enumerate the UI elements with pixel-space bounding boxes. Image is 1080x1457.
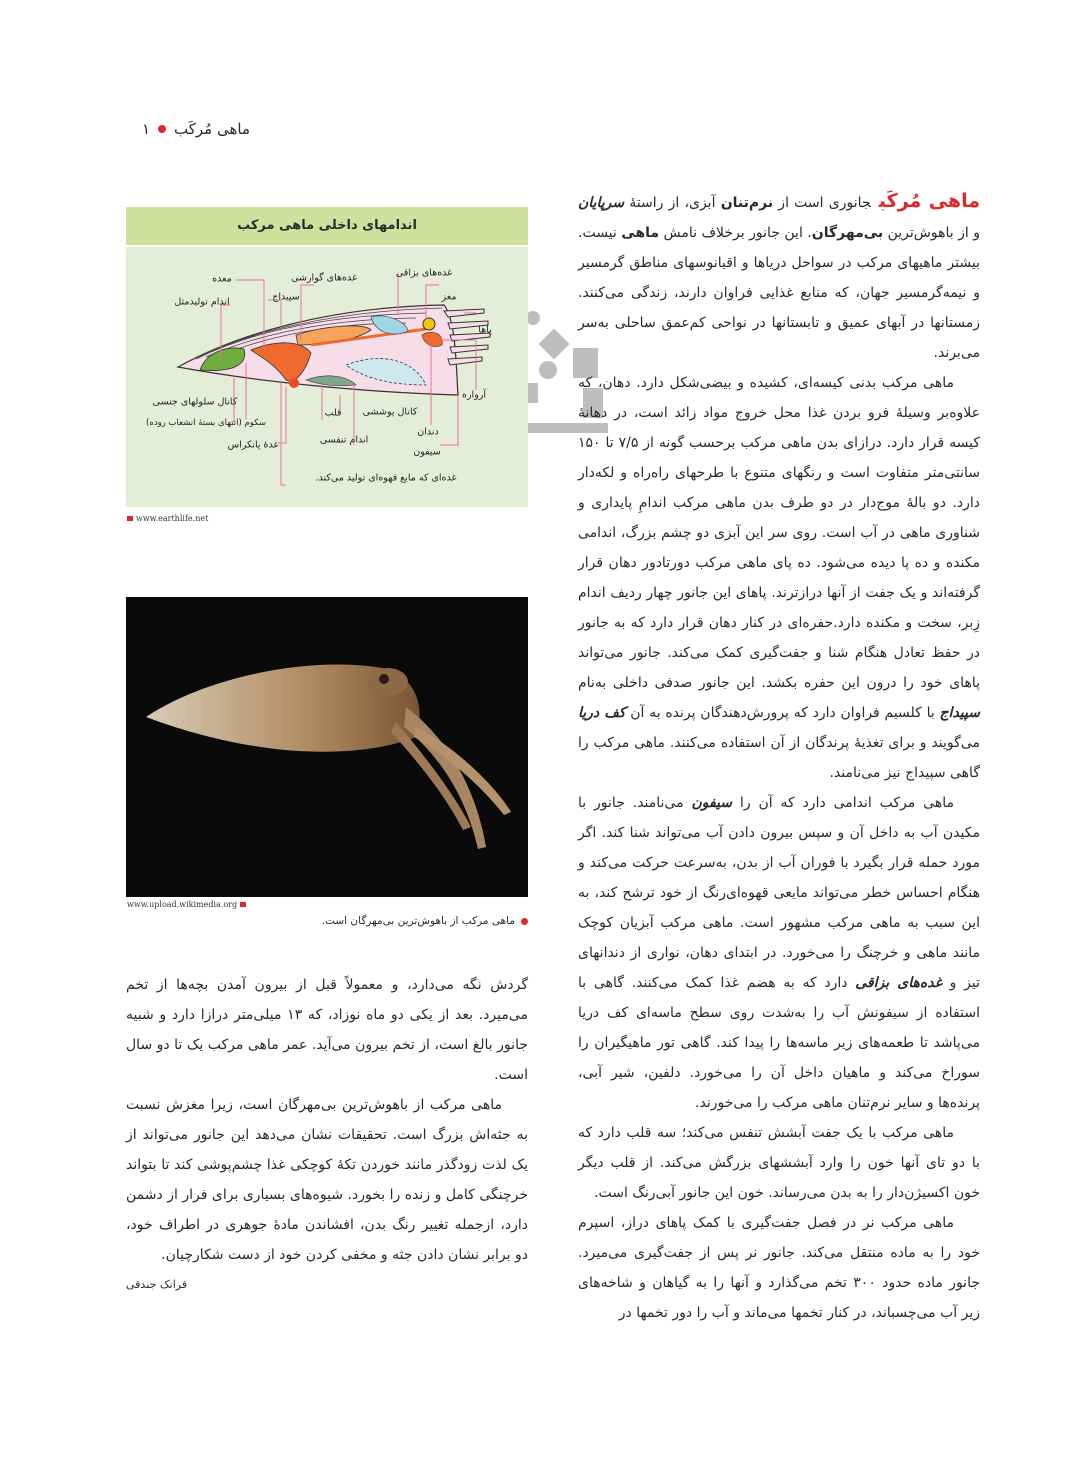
paragraph — [578, 368, 980, 788]
label-heart: قلب — [324, 407, 342, 419]
label-reproductive-organ: اندام تولیدمثل — [174, 296, 230, 308]
label-cuttlebone: سپیداج — [272, 291, 300, 303]
diagram-credit — [127, 514, 208, 523]
cuttlefish-photo — [126, 597, 528, 897]
credit-marker-icon — [240, 902, 246, 907]
label-tooth: دندان — [417, 426, 439, 438]
text-run: دارد که به هضم غذا کمک می‌کنند. گاهی با استفاده از سیفونش آب را به‌شدت روی سطح ماسه‌ای کف دریا می‌پاشد تا طعمه‌های زیر ماسه‌ها را پیدا کند. گاهی تور ماهیگیران را سوراخ می‌کند و ماهیان داخل آن را می‌خورد. دلفین، شیر آبی، پرنده‌ها و سایر نرم‌تنان ماهی مرکب را می‌خورند. — [578, 975, 980, 1111]
text-run: جانوری است از — [773, 195, 871, 211]
paragraph — [578, 1208, 980, 1328]
emphasized-term: سیفون — [691, 795, 733, 811]
label-respiratory-organ: اندام تنفسی — [319, 434, 369, 446]
diagram-title: اندامهای داخلی ماهی مرکب — [126, 207, 528, 247]
anatomy-diagram — [126, 207, 528, 507]
label-mantle-canal: کانال پوششی — [362, 406, 418, 418]
label-salivary-glands: غده‌های بزاقی — [395, 267, 453, 279]
text-run: ماهی مرکب با یک جفت آبشش تنفس می‌کند؛ سه قلب دارد که با دو تای آنها خون را وارد آبششهای بزرگش می‌کند. از قلب دیگر خون اکسیژن‌دار را به بدن می‌رساند. خون این جانور آبی‌رنگ است. — [578, 1125, 980, 1201]
text-run: نیست. بیشتر ماهیهای مرکب در سواحل دریاها و اقیانوسهای مناطق گرمسیر و نیمه‌گرمسیر جهان، که منابع غذایی فراوان دارند، زندگی می‌کنند. زمستانها در آبهای عمیق و تابستانها در نواحی کم‌عمق ساحلی به‌سر می‌برند. — [578, 225, 980, 361]
article-title: ماهی مُرکَب — [878, 190, 980, 212]
text-run: می‌گویند و برای تغذیهٔ پرندگان از آن استفاده می‌کنند. ماهی مرکب را گاهی سپیداج نیز می‌نامند. — [578, 735, 980, 781]
label-siphon: سیفون — [413, 446, 441, 458]
text-run: می‌نامند. جانور با مکیدن آب به داخل آن و سپس بیرون دادن آب می‌تواند شنا کند. اگر مورد حمله قرار بگیرد با فوران آب از بدن، به‌سرعت حرکت می‌کند و هنگام احساس خطر می‌تواند مایعی قهوه‌ای‌رنگ از خود ترشح کند، به این سبب به ماهی مرکب مشهور است. ماهی مرکب آبزیان کوچک مانند ماهی و خرچنگ را می‌خورد. در ابتدای دهان، نواری از دندانهای تیز و — [578, 795, 980, 991]
text-run: با کلسیم فراوان دارد که پرورش‌دهندگان پرنده به آن — [625, 705, 940, 721]
label-caecum: سکوم (انتهای بستهٔ انشعاب روده) — [146, 418, 266, 428]
paragraph — [578, 1118, 980, 1208]
emphasized-term: ماهی — [621, 225, 660, 241]
text-run: گردش نگه می‌دارد، و معمولاً قبل از بیرون آمدن بچه‌ها از تخم می‌میرد. بعد از یکی دو ماه نوزاد، که ۱۳ میلی‌متر درازا دارد و شبیه جانور بالغ است، از تخم بیرون می‌آید. عمر ماهی مرکب یک تا دو سال است. — [126, 977, 528, 1083]
text-run: ماهی مرکب بدنی کیسه‌ای، کشیده و بیضی‌شکل دارد. دهان، که علاوه‌بر وسیلهٔ فرو بردن غذا محل خروج مواد زائد است، در دهانهٔ کیسه قرار دارد. درازای بدن ماهی مرکب برحسب گونه از ۷/۵ تا ۱۵۰ سانتی‌متر متفاوت است و رنگهای متنوع با طرحهای راه‌راه و لکه‌دار دارد. دو بالهٔ موج‌دار در دو طرف بدن ماهی مرکب اندامِ پایداری و شناوری ماهی در آب است. روی سر این آبزی دو چشم بزرگ، اندامی مکنده و ده پا دیده می‌شود. ده پای ماهی مرکب دورتادور دهان قرار گرفته‌اند و یک جفت از آنها درازترند. پاهای این جانور چهار ردیف اندام زِبر، سخت و مکنده دارد.حفره‌ای در کنار دهان قرار دارد که به جانور در حفظ تعادل هنگام شنا و جفت‌گیری کمک می‌کند. جانور می‌تواند پاهای خود را درون این حفره بکشد. این جانور صدفی داخلی به‌نام — [578, 375, 981, 691]
text-run: ماهی مرکب از باهوش‌ترین بی‌مهرگان است، زیرا مغزش نسبت به جثه‌اش بزرگ است. تحقیقات نشان می‌دهد این جانور می‌تواند از یک لذت زودگذر مانند خوردن تکهٔ کوچکی غذا چشم‌پوشی کند تا بتواند خرچنگی کامل و زنده را بخورد. شیوه‌های بسیاری برای فرار از دشمن دارد، ازجمله تغییر رنگ بدن، افشاندن مادهٔ جوهری در اطراف خود، دو برابر نشان دادن جثه و مخفی کردن خود از دست شکارچیان. — [126, 1097, 528, 1263]
article-right-column — [578, 186, 980, 1328]
header-title: ماهی مُرکَب — [174, 120, 250, 138]
photo-credit — [127, 900, 246, 909]
label-germ-cell-canal: کانال سلولهای جنسی — [152, 396, 238, 408]
text-run: ماهی مرکب اندامی دارد که آن را — [732, 795, 954, 811]
text-run: آبزی، از راستهٔ — [624, 195, 721, 211]
paragraph — [578, 186, 980, 368]
label-jaw: آرواره — [461, 389, 487, 401]
article-left-column — [126, 970, 528, 1270]
photo-caption-text: ماهی مرکب از باهوش‌ترین بی‌مهرگان است. — [321, 915, 515, 927]
cuttlefish-anatomy-illustration — [126, 245, 528, 507]
bullet-icon — [521, 918, 528, 925]
emphasized-term: نرم‌تنان — [720, 195, 774, 211]
label-stomach: معده — [212, 273, 232, 285]
label-pancreas: غدهٔ پانکراس — [227, 439, 279, 451]
diagram-credit-text: www.earthlife.net — [136, 514, 209, 523]
paragraph — [578, 788, 980, 1118]
photo-credit-text: www.upload.wikimedia.org — [127, 900, 238, 909]
label-ink-gland: غده‌ای که مایع قهوه‌ای تولید می‌کند. — [315, 472, 457, 484]
label-legs: پاها — [478, 324, 492, 336]
paragraph — [126, 1090, 528, 1270]
text-run: . این جانور برخلاف نامش — [659, 225, 812, 241]
text-run: ماهی مرکب نر در فصل جفت‌گیری با کمک پاهای دراز، اسپرم خود را به ماده منتقل می‌کند. جانور نر پس از جفت‌گیری می‌میرد. جانور ماده حدود ۳۰۰ تخم می‌گذارد و آنها را به گیاهان و شاخه‌های زیر آب می‌چسباند، در کنار تخمها می‌ماند و آب را دور تخمها در — [578, 1215, 980, 1321]
emphasized-term: غده‌های بزاقی — [855, 975, 942, 991]
emphasized-term: سرپایان — [578, 195, 625, 211]
running-header — [120, 114, 250, 144]
bullet-icon — [158, 125, 166, 133]
label-brain: مغز — [441, 291, 457, 303]
text-run: و از باهوش‌ترین — [883, 225, 981, 241]
page-number: ۱ — [141, 120, 151, 138]
emphasized-term: بی‌مهرگان — [811, 225, 884, 241]
label-digestive-glands: غده‌های گوارشی — [291, 272, 357, 284]
credit-marker-icon — [127, 516, 133, 521]
emphasized-term: کف دریا — [578, 705, 626, 721]
photo-caption — [300, 915, 528, 927]
cuttlefish-image — [126, 597, 528, 897]
emphasized-term: سپیداج — [939, 705, 980, 721]
author-name: فرانک جندقی — [126, 1278, 188, 1291]
paragraph — [126, 970, 528, 1090]
